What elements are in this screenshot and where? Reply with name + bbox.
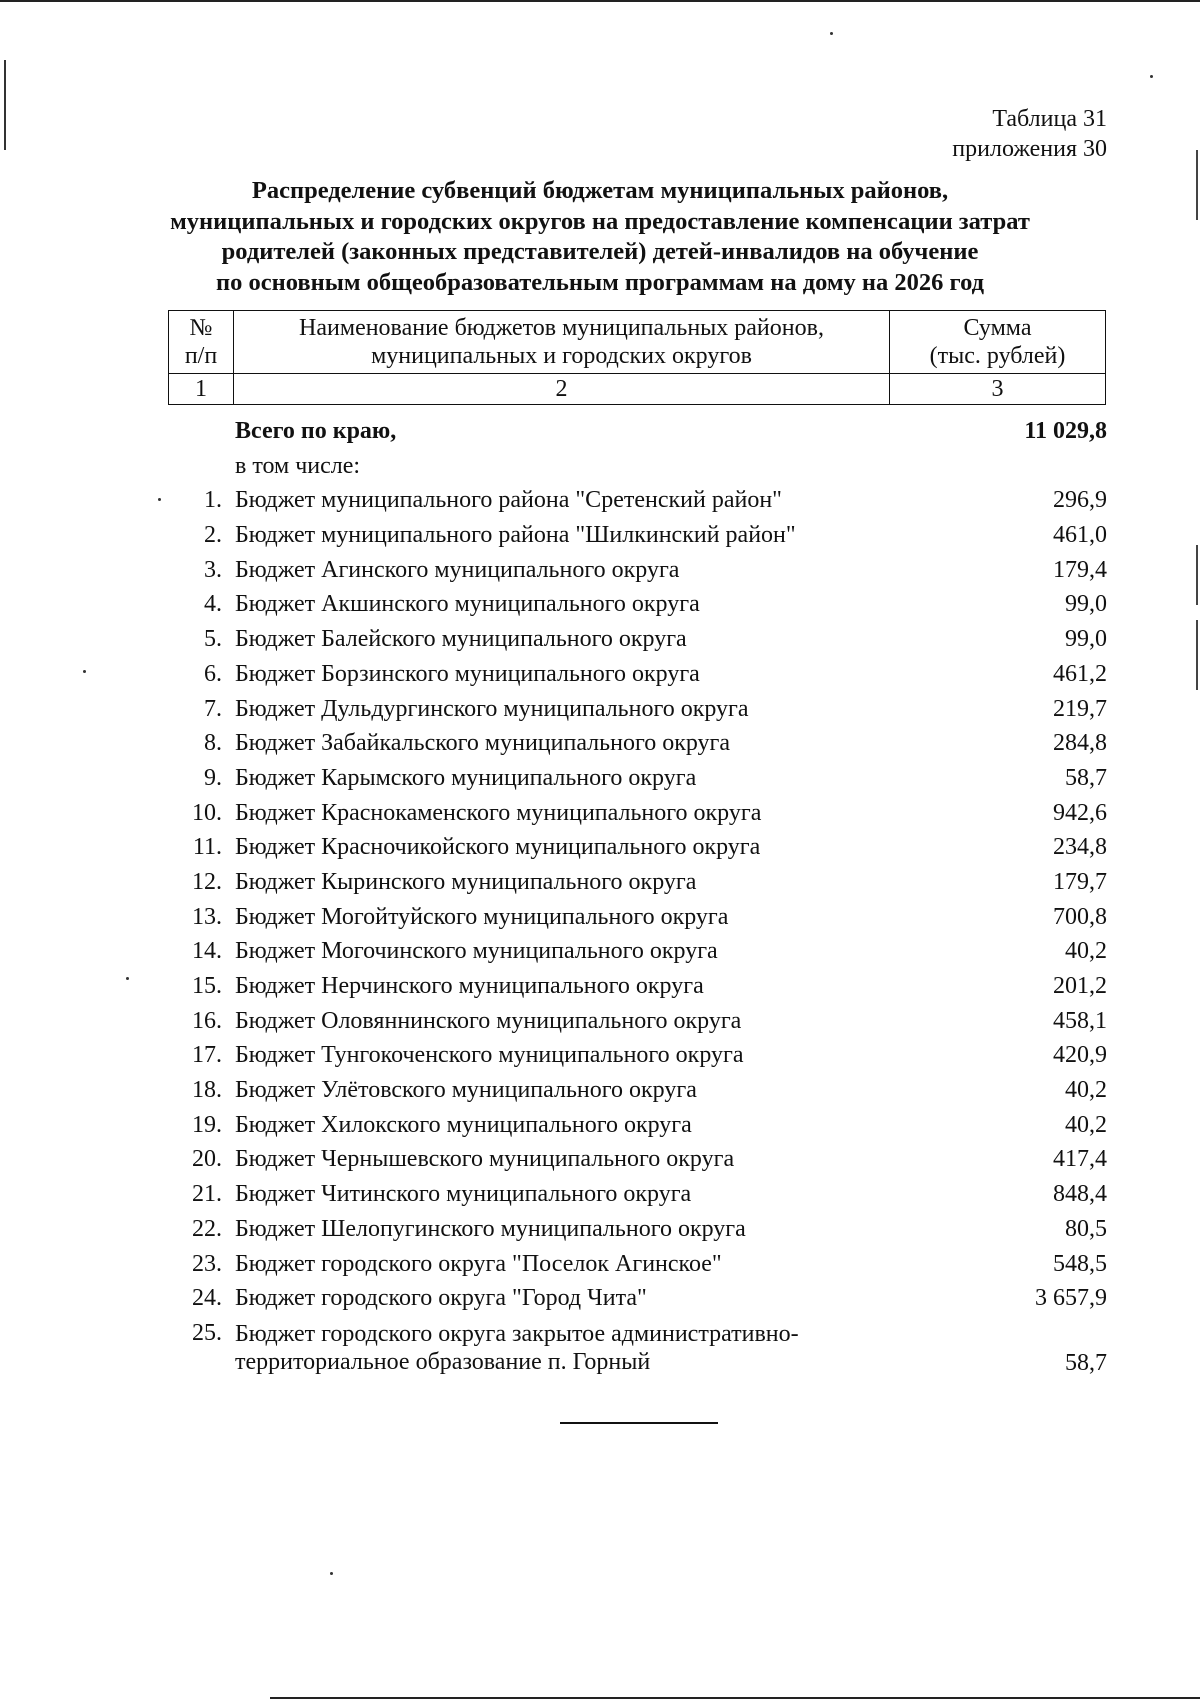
table-row <box>160 692 1110 727</box>
row-number: 12. <box>192 868 222 895</box>
table-row <box>160 1316 1110 1380</box>
scan-speck <box>330 1572 333 1575</box>
row-budget-name: Бюджет Красночикойского муниципального округа <box>235 834 761 861</box>
scan-edge-top <box>0 0 1200 2</box>
row-amount: 40,2 <box>1065 1111 1107 1138</box>
scan-speck <box>126 977 129 980</box>
table-row <box>160 622 1110 657</box>
table-row <box>160 1142 1110 1177</box>
header-row <box>169 311 1106 374</box>
table-row <box>160 1212 1110 1247</box>
row-budget-name: Бюджет Нерчинского муниципального округа <box>235 973 704 999</box>
table-row <box>160 587 1110 622</box>
table-row <box>160 865 1110 900</box>
row-budget-name: Бюджет Дульдургинского муниципального округа <box>235 695 749 722</box>
row-budget-name: Бюджет Чернышевского муниципального округа <box>235 1146 735 1173</box>
row-amount: 40,2 <box>1065 938 1107 965</box>
row-amount: 942,6 <box>1053 799 1107 826</box>
row-number: 5. <box>204 626 222 653</box>
row-amount: 417,4 <box>1053 1146 1107 1173</box>
column-number-row <box>169 374 1106 405</box>
row-budget-name: Бюджет городского округа "Поселок Агинское" <box>235 1250 722 1277</box>
table-row <box>160 934 1110 969</box>
table-row <box>160 796 1110 831</box>
row-number: 4. <box>204 591 222 618</box>
total-label: Всего по краю, <box>235 418 397 444</box>
row-budget-name: Бюджет Кыринского муниципального округа <box>235 868 697 895</box>
row-number: 8. <box>204 730 222 757</box>
scan-edge-right <box>1196 545 1198 605</box>
table-row <box>160 830 1110 865</box>
row-amount: 179,7 <box>1053 868 1107 895</box>
row-budget-name: Бюджет Могочинского муниципального округа <box>235 938 718 965</box>
row-number: 20. <box>192 1146 222 1173</box>
row-number: 7. <box>204 695 222 722</box>
header-number <box>169 311 234 374</box>
table-row <box>160 1073 1110 1108</box>
table-row <box>160 1038 1110 1073</box>
row-budget-name: Бюджет Могойтуйского муниципального округа <box>235 903 729 930</box>
row-amount: 99,0 <box>1065 626 1107 653</box>
header-number-line: п/п <box>184 343 218 369</box>
including-label: в том числе: <box>235 452 361 479</box>
row-budget-name: Бюджет Улётовского муниципального округа <box>235 1077 697 1104</box>
row-amount: 461,2 <box>1053 660 1107 687</box>
row-number: 14. <box>192 938 222 965</box>
total-row <box>160 414 1110 449</box>
row-number: 22. <box>192 1215 222 1242</box>
title-line: Распределение субвенций бюджетам муниципальных районов, <box>251 177 949 204</box>
header-budget-name <box>234 311 890 374</box>
scan-edge-left <box>4 60 6 150</box>
table-row <box>160 553 1110 588</box>
row-number: 17. <box>192 1042 222 1069</box>
table-row <box>160 1247 1110 1282</box>
row-number: 24. <box>192 1285 222 1312</box>
row-budget-name: Бюджет муниципального района "Сретенский район" <box>235 487 782 514</box>
row-amount: 296,9 <box>1053 487 1107 514</box>
row-number: 21. <box>192 1181 222 1208</box>
table-row <box>160 726 1110 761</box>
row-number: 10. <box>192 799 222 826</box>
row-number: 15. <box>192 973 222 999</box>
row-amount: 40,2 <box>1065 1077 1107 1104</box>
table-row <box>160 761 1110 796</box>
table-body <box>160 414 1110 1380</box>
row-amount: 461,0 <box>1053 522 1107 549</box>
row-amount: 284,8 <box>1053 730 1107 757</box>
row-number: 13. <box>192 903 222 930</box>
table-row <box>160 1108 1110 1143</box>
row-amount: 420,9 <box>1053 1042 1107 1069</box>
row-number: 18. <box>192 1077 222 1104</box>
row-number: 3. <box>204 556 222 583</box>
table-row <box>160 518 1110 553</box>
row-budget-name: Бюджет Оловяннинского муниципального округа <box>235 1007 742 1034</box>
row-amount: 219,7 <box>1053 695 1107 722</box>
column-number: 1 <box>169 374 234 405</box>
row-amount: 99,0 <box>1065 591 1107 618</box>
title-line: муниципальных и городских округов на предоставление компенсации затрат <box>170 207 1030 235</box>
scan-edge-right <box>1196 150 1198 220</box>
row-budget-name: Бюджет Тунгокоченского муниципального округа <box>235 1042 744 1069</box>
row-amount: 3 657,9 <box>1035 1285 1107 1312</box>
scan-speck <box>83 670 86 673</box>
scan-speck <box>1150 75 1153 78</box>
column-number: 2 <box>234 374 890 405</box>
row-amount: 848,4 <box>1053 1181 1107 1208</box>
row-budget-name: Бюджет Шелопугинского муниципального округа <box>235 1215 746 1242</box>
row-budget-name: Бюджет Балейского муниципального округа <box>235 626 687 653</box>
row-number: 2. <box>204 522 222 549</box>
title-line: родителей (законных представителей) детей-инвалидов на обучение <box>221 238 979 265</box>
column-number: 3 <box>890 374 1106 405</box>
row-budget-name: Бюджет муниципального района "Шилкинский район" <box>235 522 796 549</box>
row-number: 16. <box>192 1007 222 1034</box>
header-number-line: № <box>189 315 213 341</box>
header-budget-name-line: Наименование бюджетов муниципальных районов, <box>299 315 824 341</box>
row-amount: 80,5 <box>1065 1215 1107 1242</box>
row-budget-name-line: территориальное образование п. Горный <box>235 1348 651 1375</box>
table-header <box>168 310 1106 405</box>
row-budget-name-line: Бюджет городского округа закрытое административно- <box>235 1320 799 1347</box>
row-amount: 458,1 <box>1053 1007 1107 1034</box>
row-budget-name: Бюджет Забайкальского муниципального округа <box>235 730 731 757</box>
document-title <box>100 176 1100 298</box>
title-line: по основным общеобразовательным программам на дому на 2026 год <box>215 268 985 296</box>
row-budget-name: Бюджет Карымского муниципального округа <box>235 764 697 791</box>
header-amount <box>890 311 1106 374</box>
table-row <box>160 1281 1110 1316</box>
caption-table-number: Таблица 31 <box>992 106 1107 132</box>
row-number: 6. <box>204 660 222 687</box>
row-amount: 58,7 <box>1065 1349 1107 1376</box>
table-row <box>160 900 1110 935</box>
total-amount: 11 029,8 <box>1024 418 1107 444</box>
row-amount: 700,8 <box>1053 903 1107 930</box>
row-budget-name: Бюджет Краснокаменского муниципального округа <box>235 799 762 826</box>
scan-speck <box>830 32 833 35</box>
row-number: 23. <box>192 1250 222 1277</box>
row-budget-name: Бюджет городского округа "Город Чита" <box>235 1285 647 1312</box>
row-budget-name: Бюджет Акшинского муниципального округа <box>235 591 700 618</box>
row-number: 9. <box>204 764 222 791</box>
row-number: 11. <box>192 834 222 861</box>
row-budget-name: Бюджет Борзинского муниципального округа <box>235 660 700 687</box>
row-amount: 179,4 <box>1053 556 1107 583</box>
row-amount: 234,8 <box>1053 834 1107 861</box>
header-amount-line: Сумма <box>963 315 1032 341</box>
row-amount: 548,5 <box>1053 1250 1107 1277</box>
table-row <box>160 483 1110 518</box>
header-amount-line: (тыс. рублей) <box>929 343 1066 369</box>
row-number: 25. <box>192 1319 222 1346</box>
row-number: 1. <box>204 487 222 514</box>
row-budget-name: Бюджет Агинского муниципального округа <box>235 556 680 583</box>
table-row <box>160 969 1110 1004</box>
table-row <box>160 657 1110 692</box>
row-budget-name: Бюджет Читинского муниципального округа <box>235 1181 692 1208</box>
row-budget-name: Бюджет Хилокского муниципального округа <box>235 1111 692 1138</box>
including-row <box>160 449 1110 484</box>
row-number: 19. <box>192 1111 222 1138</box>
table-caption <box>952 104 1107 164</box>
row-amount: 58,7 <box>1065 764 1107 791</box>
table-row <box>160 1177 1110 1212</box>
header-budget-name-line: муниципальных и городских округов <box>371 343 752 369</box>
caption-appendix-number: приложения 30 <box>952 136 1107 162</box>
table-row <box>160 1004 1110 1039</box>
row-amount: 201,2 <box>1053 973 1107 999</box>
scan-edge-right <box>1196 620 1198 690</box>
row-budget-name <box>235 1320 799 1376</box>
end-rule <box>560 1422 718 1424</box>
